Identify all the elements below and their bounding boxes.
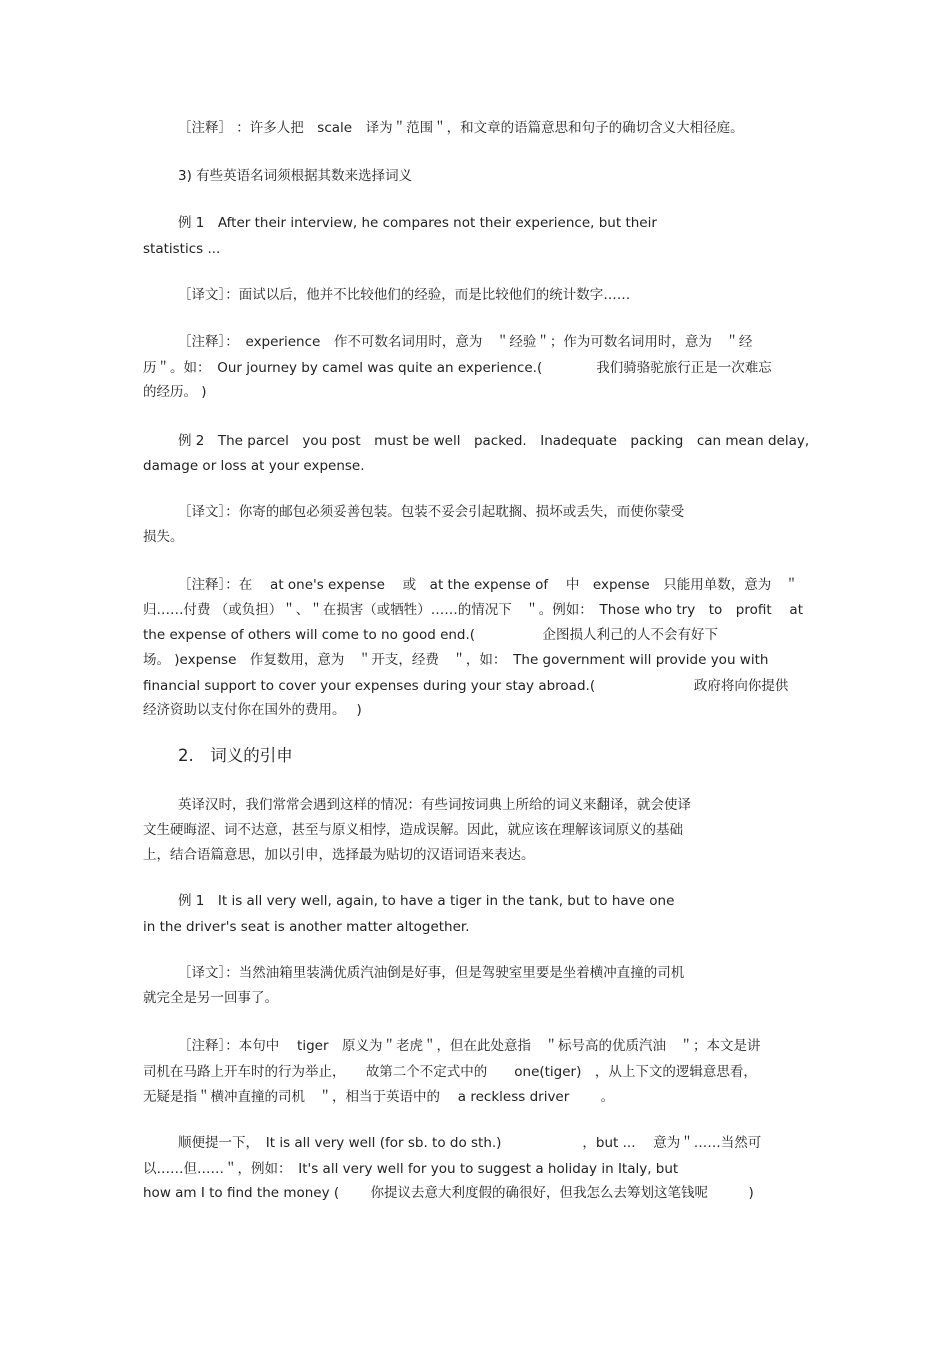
note-scale: ［注释］ ：许多人把 scale 译为＂范围＂，和文章的语篇意思和句子的确切含义大相径庭。	[178, 120, 744, 136]
example-1-line-2: statistics ...	[143, 241, 221, 257]
note-expense-line-1: ［注释］：在 at one's expense 或 at the expense of 中 expense 只能用单数，意为 ＂	[178, 577, 799, 593]
translation-1: ［译文］：面试以后，他并不比较他们的经验，而是比较他们的统计数字……	[178, 287, 631, 303]
translation-2-line-2: 损失。	[143, 529, 184, 545]
note-tiger-line-3: 无疑是指＂横冲直撞的司机 ＂，相当于英语中的 a reckless driver 。	[143, 1089, 615, 1105]
note-tiger-line-2: 司机在马路上开车时的行为举止， 故第二个不定式中的 one(tiger) ，从上下文的逻辑意思看，	[143, 1064, 757, 1080]
note-expense-line-2: 归……付费 （或负担）＂、＂在损害（或牺牲）……的情况下 ＂。例如： Those who try to profit at	[143, 602, 804, 618]
note-experience-line-3: 的经历。 )	[143, 384, 207, 400]
example-2-line-1: 例 2 The parcel you post must be well packed. Inadequate packing can mean delay,	[178, 433, 810, 449]
example-tiger-line-1: 例 1 It is all very well, again, to have a tiger in the tank, but to have one	[178, 893, 675, 909]
note-expense-line-6: 经济资助以支付你在国外的费用。 )	[143, 702, 362, 718]
intro-paragraph-line-3: 上，结合语篇意思，加以引申，选择最为贴切的汉语词语来表达。	[143, 847, 535, 863]
translation-tiger-line-1: ［译文］：当然油箱里装满优质汽油倒是好事，但是驾驶室里要是坐着横冲直撞的司机	[178, 965, 685, 981]
section-3-heading: 3) 有些英语名词须根据其数来选择词义	[178, 168, 413, 184]
section-2-heading: 2. 词义的引申	[178, 746, 293, 765]
note-experience-line-1: ［注释］： experience 作不可数名词用时，意为 ＂经验＂；作为可数名词用时，意为 ＂经	[178, 334, 753, 350]
note-expense-line-3: the expense of others will come to no good end.( 企图损人利己的人不会有好下	[143, 627, 719, 643]
translation-2-line-1: ［译文］：你寄的邮包必须妥善包装。包装不妥会引起耽搁、损坏或丢失，而使你蒙受	[178, 504, 685, 520]
note-tiger-line-1: ［注释］：本句中 tiger 原义为＂老虎＂，但在此处意指 ＂标号高的优质汽油 ＂；本文是讲	[178, 1038, 761, 1054]
example-2-line-2: damage or loss at your expense.	[143, 458, 365, 474]
aside-line-2: 以……但……＂，例如： It's all very well for you to suggest a holiday in Italy, but	[143, 1161, 679, 1177]
note-expense-line-5: financial support to cover your expenses during your stay abroad.( 政府将向你提供	[143, 678, 789, 694]
example-1-line-1: 例 1 After their interview, he compares not their experience, but their	[178, 215, 657, 231]
aside-line-1: 顺便提一下， It is all very well (for sb. to do sth.) ，but ... 意为＂……当然可	[178, 1135, 762, 1151]
intro-paragraph-line-1: 英译汉时，我们常常会遇到这样的情况：有些词按词典上所给的词义来翻译，就会使译	[178, 797, 691, 813]
intro-paragraph-line-2: 文生硬晦涩、词不达意，甚至与原义相悖，造成误解。因此，就应该在理解该词原义的基础	[143, 822, 683, 838]
translation-tiger-line-2: 就完全是另一回事了。	[143, 990, 278, 1006]
example-tiger-line-2: in the driver's seat is another matter altogether.	[143, 919, 470, 935]
note-experience-line-2: 历＂。如： Our journey by camel was quite an experience.( 我们骑骆驼旅行正是一次难忘	[143, 360, 772, 376]
aside-line-3: how am I to find the money ( 你提议去意大利度假的确很好，但我怎么去筹划这笔钱呢 )	[143, 1185, 754, 1201]
note-expense-line-4: 场。 )expense 作复数用，意为 ＂开支，经费 ＂，如： The government will provide you with	[143, 652, 769, 668]
